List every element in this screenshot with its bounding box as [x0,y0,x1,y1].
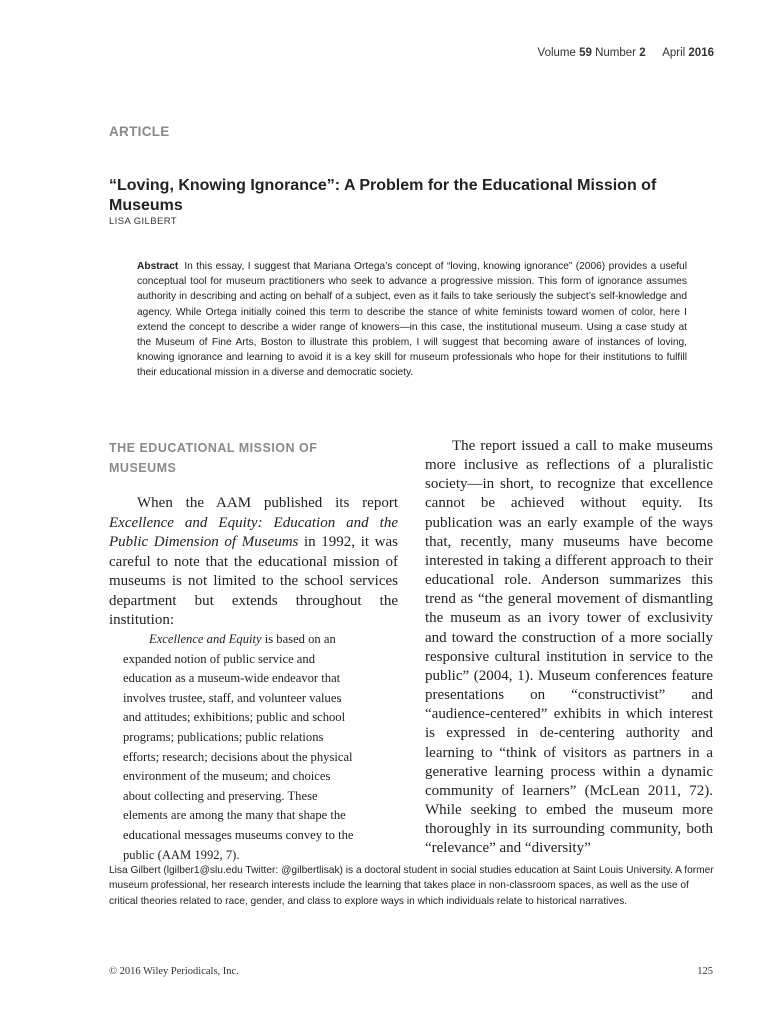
issue-year: 2016 [688,47,714,59]
author-footnote: Lisa Gilbert (lgilber1@slu.edu Twitter: @gilbertlisak) is a doctoral student in social studies education at Saint Louis University. A former museum professional, her research interests include the learning that takes place in non-classroom spaces, as well as the use of critical theories related to race, gender, and class to explore ways in which individuals relate to historical narratives. [109,865,714,907]
report-title-italic: Excellence and Equity: Education and the Public Dimension of Museums [109,514,398,550]
page-number: 125 [697,966,713,977]
body-paragraph-left [109,494,398,631]
quote-italic-title: Excellence and Equity [149,632,262,646]
left-para-text-end: in 1992, it was careful to note that the educational mission of museums is not limited to the school services department but extends throughout the institution: [109,534,398,628]
abstract-text: In this essay, I suggest that Mariana Ortega’s concept of “loving, knowing ignorance” (2006) provides a useful conceptual tool for museum practitioners who seek to advance a progressive mission. This form of ignorance assumes authority in describing and acting on behalf of a subject, even as it fails to take seriously the subject’s self-knowledge and agency. While Ortega initially coined this term to describe the stance of white feminists toward women of color, here I extend the concept to describe a wider range of knowers—in this case, the institutional museum. Using a case study at the Museum of Fine Arts, Boston to illustrate this problem, I will suggest that becoming aware of instances of loving, knowing ignorance and learning to avoid it is a key skill for museum professionals who hope for their institutions to fulfill their educational mission in a diverse and democratic society. [137,261,687,379]
quote-text: is based on an expanded notion of public service and education as a museum-wide endeavor that involves trustee, staff, and volunteer values and attitudes; exhibitions; public and school programs; publications; public relations efforts; research; decisions about the physical environment of the museum; and choices about collecting and preserving. These elements are among the many that shape the educational messages museums convey to the public (AAM 1992, 7). [123,632,354,862]
article-type-label: ARTICLE [109,124,170,139]
abstract [137,259,687,381]
issue-month: April [662,47,686,59]
running-head [538,47,714,59]
volume-label: Volume [537,47,576,59]
left-para-text-start: When the AAM published its report [137,495,398,511]
issue-number: 2 [639,47,646,59]
body-paragraph-right: The report issued a call to make museums more inclusive as reflections of a pluralistic society—in short, to recognize that excellence cannot be achieved without equity. Its publication was an early example of the ways that, recently, many museums have become interested in taking a different approach to their educational role. Anderson summarizes this trend as “the general movement of dismantling the museum as an ivory tower of exclusivity and toward the construction of a more socially responsive cultural institution in service to the public” (2004, 1). Museum conferences feature presentations on “constructivist” and “audience-centered” exhibits in which interest is expressed in de-centering authority and learning to “think of visitors as partners in a generative learning process within a dynamic community of learners” (McLean 2011, 72). While seeking to embed the museum more thoroughly in its surrounding community, both “relevance” and “diversity” [425,438,713,857]
volume-number: 59 [579,47,592,59]
author-name: LISA GILBERT [109,216,177,227]
article-title: “Loving, Knowing Ignorance”: A Problem for the Educational Mission of Museums [109,177,657,214]
copyright-notice: © 2016 Wiley Periodicals, Inc. [109,966,239,977]
block-quote [123,630,361,865]
abstract-label: Abstract [137,261,179,272]
section-heading: THE EDUCATIONAL MISSION OF MUSEUMS [109,441,318,475]
number-label: Number [595,47,637,59]
